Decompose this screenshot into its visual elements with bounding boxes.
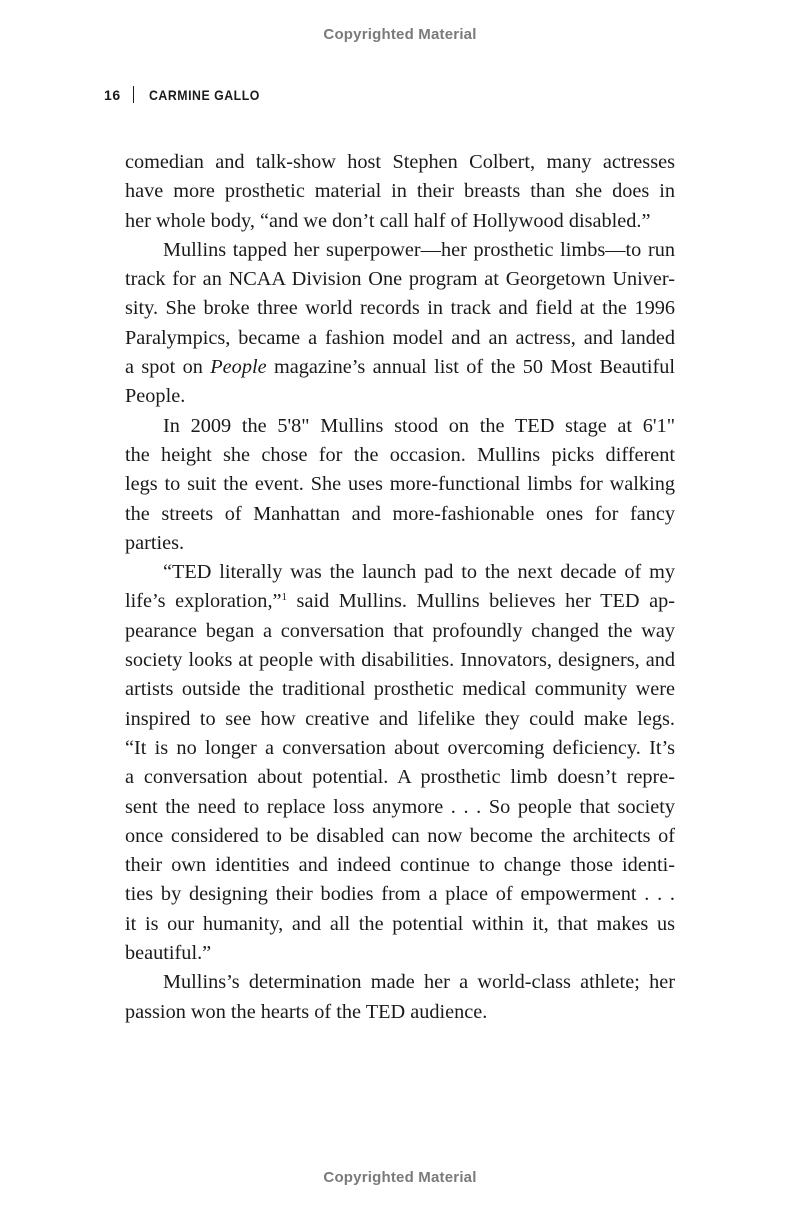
text-line: have more prosthetic material in their breasts than she does in — [125, 180, 675, 203]
text-line: society looks at people with disabilities. Innovators, designers, and — [125, 649, 675, 672]
text-line: the height she chose for the occasion. Mullins picks different — [125, 443, 675, 466]
text-line — [125, 587, 675, 616]
body-text — [125, 148, 675, 1027]
text-run: said Mullins. Mullins believes her TED ap- — [287, 590, 675, 613]
author-name: CARMINE GALLO — [149, 86, 261, 103]
text-line: People. — [125, 385, 186, 408]
text-line: beautiful.” — [125, 942, 212, 965]
text-line — [125, 353, 675, 382]
text-line: ties by designing their bodies from a place of empowerment . . . — [125, 883, 675, 906]
text-line: their own identities and indeed continue to change those identi- — [125, 854, 675, 877]
text-line: a conversation about potential. A prosthetic limb doesn’t repre- — [125, 766, 675, 789]
footnote-marker: 1 — [281, 591, 288, 604]
text-line: “TED literally was the launch pad to the next decade of my — [163, 561, 675, 584]
text-line: legs to suit the event. She uses more-functional limbs for walking — [125, 473, 675, 496]
text-line: once considered to be disabled can now become the architects of — [125, 824, 675, 847]
running-head — [104, 86, 275, 103]
text-line: comedian and talk-show host Stephen Colbert, many actresses — [125, 151, 675, 173]
italic-title: People — [210, 356, 267, 379]
copyright-watermark-top: Copyrighted Material — [323, 26, 477, 43]
text-line: it is our humanity, and all the potential within it, that makes us — [125, 912, 675, 935]
text-line: her whole body, “and we don’t call half of Hollywood disabled.” — [125, 209, 651, 232]
text-line: pearance began a conversation that profoundly changed the way — [125, 619, 675, 642]
text-line: passion won the hearts of the TED audience. — [125, 1000, 488, 1023]
text-line: sity. She broke three world records in track and field at the 1996 — [125, 297, 675, 320]
text-line: parties. — [125, 531, 185, 554]
text-run: a spot on — [125, 356, 211, 379]
text-line: Paralympics, became a fashion model and an actress, and landed — [125, 326, 675, 349]
text-line: track for an NCAA Division One program at Georgetown Univer- — [125, 268, 675, 291]
page-number: 16 — [104, 86, 121, 103]
text-line: In 2009 the 5'8" Mullins stood on the TED stage at 6'1" — [163, 414, 675, 437]
text-line: the streets of Manhattan and more-fashionable ones for fancy — [125, 502, 675, 525]
text-run: magazine’s annual list of the 50 Most Beautiful — [266, 356, 675, 379]
text-line: sent the need to replace loss anymore . . . So people that society — [125, 795, 675, 818]
copyright-watermark-bottom: Copyrighted Material — [323, 1169, 477, 1186]
text-line: inspired to see how creative and lifelike they could make legs. — [125, 707, 675, 730]
text-run: life’s exploration,” — [125, 590, 282, 613]
text-line: artists outside the traditional prosthetic medical community were — [125, 678, 675, 701]
header-divider — [133, 86, 135, 103]
text-line: “It is no longer a conversation about overcoming deficiency. It’s — [125, 736, 675, 759]
text-line: Mullins tapped her superpower—her prosthetic limbs—to run — [163, 238, 675, 261]
text-line: Mullins’s determination made her a world-class athlete; her — [163, 971, 675, 994]
